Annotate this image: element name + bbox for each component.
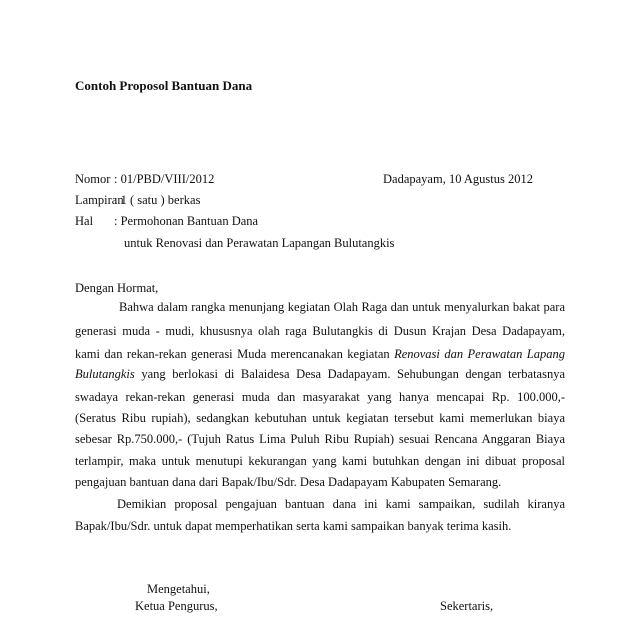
body-line-text: yang berlokasi di Balaidesa Desa Dadapayam. Sehubungan dengan terbatasnya bbox=[141, 367, 566, 381]
letter-date: Dadapayam, 10 Agustus 2012 bbox=[383, 172, 533, 186]
body-line bbox=[75, 367, 565, 382]
hal-value-continuation: untuk Renovasi dan Perawatan Lapangan Bulutangkis bbox=[124, 236, 395, 250]
body-line: sebesar Rp.750.000,- (Tujuh Ratus Lima Puluh Ribu Rupiah) sesuai Rencana Anggaran Biaya bbox=[75, 432, 565, 446]
body-line: pengajuan bantuan dana dari Bapak/Ibu/Sdr. Desa Dadapayam Kabupaten Semarang. bbox=[75, 475, 502, 489]
closing-line: Bapak/Ibu/Sdr. untuk dapat memperhatikan serta kami sampaikan banyak terima kasih. bbox=[75, 519, 512, 533]
lampiran-label: Lampiran bbox=[75, 193, 124, 207]
body-line-italic: Bulutangkis bbox=[75, 367, 135, 381]
body-line: swadaya rekan-rekan generasi muda dan masyarakat yang hanya mencapai Rp. 100.000,- bbox=[75, 390, 565, 404]
hal-label: Hal bbox=[75, 214, 94, 228]
salutation: Dengan Hormat, bbox=[75, 281, 159, 295]
lampiran-value: : 1 ( satu ) berkas bbox=[114, 193, 201, 207]
signature-secretary: Sekertaris, bbox=[440, 599, 494, 613]
signature-chairman: Ketua Pengurus, bbox=[135, 599, 218, 613]
body-line-text: kami dan rekan-rekan generasi Muda merencanakan kegiatan bbox=[75, 347, 390, 361]
body-line: generasi muda - mudi, khususnya olah raga Bulutangkis di Dusun Krajan Desa Dadapayam, bbox=[75, 324, 565, 338]
nomor-label: Nomor bbox=[75, 172, 111, 186]
signature-acknowledged: Mengetahui, bbox=[147, 582, 210, 596]
nomor-value: : 01/PBD/VIII/2012 bbox=[114, 172, 215, 186]
body-line: (Seratus Ribu rupiah), sedangkan kebutuhan untuk kegiatan tersebut kami memerlukan biaya bbox=[75, 411, 565, 425]
document-title: Contoh Proposol Bantuan Dana bbox=[75, 78, 253, 93]
body-line: Bahwa dalam rangka menunjang kegiatan Olah Raga dan untuk menyalurkan bakat para bbox=[119, 300, 565, 314]
body-line-italic: Renovasi dan Perawatan Lapang bbox=[394, 347, 566, 361]
body-line bbox=[75, 347, 565, 362]
closing-line: Demikian proposal pengajuan bantuan dana ini kami sampaikan, sudilah kiranya bbox=[117, 497, 565, 511]
body-line: terlampir, maka untuk menutupi kekurangan yang kami butuhkan dengan ini dibuat proposal bbox=[75, 454, 565, 468]
hal-value: : Permohonan Bantuan Dana bbox=[114, 214, 259, 228]
